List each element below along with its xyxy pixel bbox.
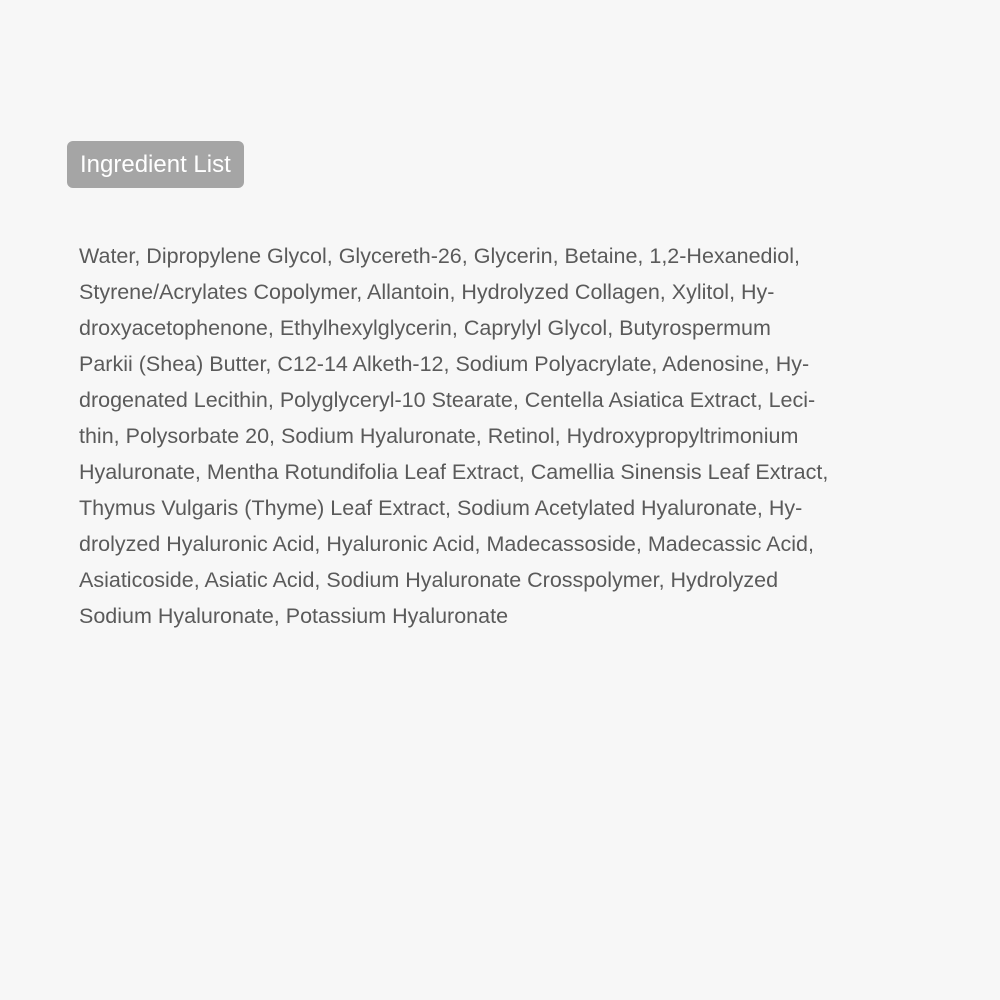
ingredient-line: Hyaluronate, Mentha Rotundifolia Leaf Extract, Camellia Sinensis Leaf Extract, xyxy=(79,460,829,484)
ingredient-line: Thymus Vulgaris (Thyme) Leaf Extract, Sodium Acetylated Hyaluronate, Hy- xyxy=(79,496,803,520)
ingredient-line: droxyacetophenone, Ethylhexylglycerin, Caprylyl Glycol, Butyrospermum xyxy=(79,316,771,340)
ingredient-line: thin, Polysorbate 20, Sodium Hyaluronate, Retinol, Hydroxypropyltrimonium xyxy=(79,424,799,448)
ingredient-line: Parkii (Shea) Butter, C12-14 Alketh-12, Sodium Polyacrylate, Adenosine, Hy- xyxy=(79,352,810,376)
ingredient-line: Styrene/Acrylates Copolymer, Allantoin, Hydrolyzed Collagen, Xylitol, Hy- xyxy=(79,280,775,304)
ingredient-list-text xyxy=(79,238,919,634)
ingredient-line: drolyzed Hyaluronic Acid, Hyaluronic Acid, Madecassoside, Madecassic Acid, xyxy=(79,532,814,556)
ingredient-line: Sodium Hyaluronate, Potassium Hyaluronate xyxy=(79,604,509,628)
ingredient-line: Water, Dipropylene Glycol, Glycereth-26, Glycerin, Betaine, 1,2-Hexanediol, xyxy=(79,244,800,268)
ingredient-list-badge: Ingredient List xyxy=(67,141,244,188)
ingredient-line: Asiaticoside, Asiatic Acid, Sodium Hyaluronate Crosspolymer, Hydrolyzed xyxy=(79,568,779,592)
ingredient-line: drogenated Lecithin, Polyglyceryl-10 Stearate, Centella Asiatica Extract, Leci- xyxy=(79,388,816,412)
